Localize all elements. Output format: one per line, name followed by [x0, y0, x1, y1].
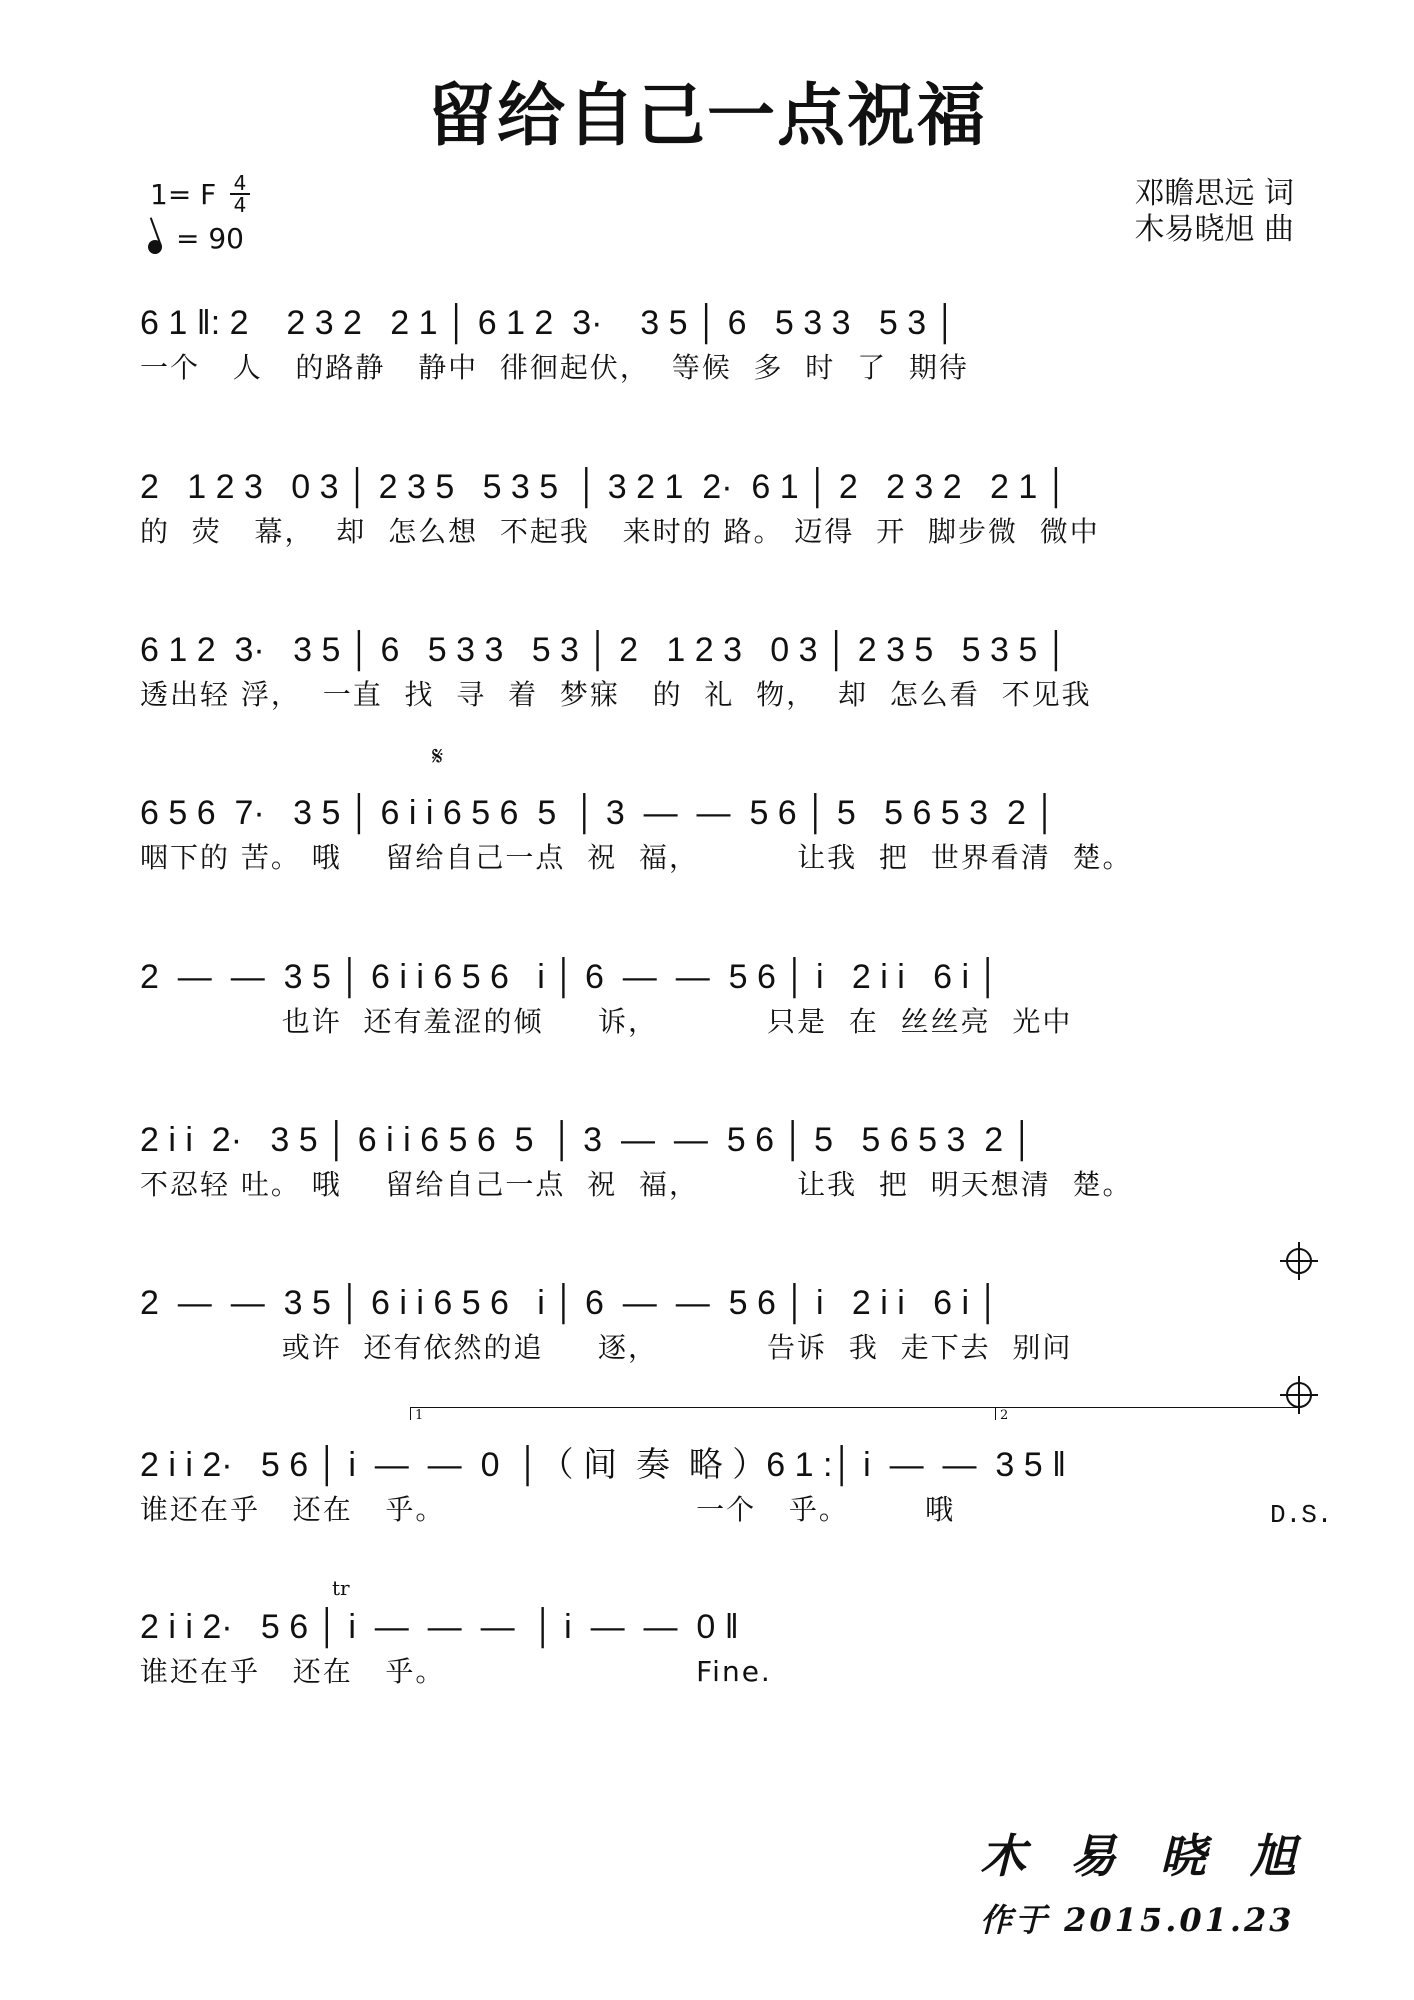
segno-icon: 𝄋: [432, 742, 444, 772]
lyric-line: 谁还在乎 还在 乎。 一个 乎。 哦: [140, 1493, 956, 1526]
time-signature-top: 4: [233, 171, 247, 195]
tempo-value: = 90: [176, 222, 244, 255]
volta-2: 2: [995, 1407, 1300, 1420]
key-signature: 1= F: [150, 178, 217, 211]
score-system-6: [140, 1115, 1310, 1205]
tempo-marking: [148, 222, 244, 255]
trill-marking: tr: [332, 1576, 350, 1600]
notation-line: 6 5 6 7· 3 5 │ 6 i i 6 5 6 5 │ 3 — — 5 6 │ 5 5 6 5 3 2 │: [140, 794, 1057, 832]
lyric-line: 一个 人 的路静 静中 徘徊起伏， 等候 多 时 了 期待: [140, 351, 969, 384]
lyricist-credit: 邓瞻思远 词: [1134, 176, 1294, 211]
notation-line: 2 i i 2· 5 6 │ i — — 0 │（ 间 奏 略 ）6 1 :│ i — — 3 5 ‖: [140, 1446, 1067, 1484]
credits: [1134, 176, 1294, 248]
notation-line: 2 — — 3 5 │ 6 i i 6 5 6 i │ 6 — — 5 6 │ i 2 i i 6 i │: [140, 958, 1000, 996]
notation-line: 6 1 ‖: 2 2 3 2 2 1 │ 6 1 2 3· 3 5 │ 6 5 3 3 5 3 │: [140, 304, 957, 342]
lyric-line: 或许 还有依然的追 逐， 告诉 我 走下去 别问: [140, 1331, 1073, 1364]
volta-1: 1: [410, 1407, 995, 1420]
lyric-line: 的 荧 幕， 却 怎么想 不起我 来时的 路。 迈得 开 脚步微 微中: [140, 515, 1100, 548]
score-system-1: [140, 298, 1310, 388]
time-signature: [230, 171, 250, 217]
score-system-3: [140, 625, 1310, 715]
score-system-9: [140, 1602, 1310, 1692]
notation-line: 2 — — 3 5 │ 6 i i 6 5 6 i │ 6 — — 5 6 │ i 2 i i 6 i │: [140, 1284, 1000, 1322]
lyric-line: 也许 还有羞涩的倾 诉， 只是 在 丝丝亮 光中: [140, 1005, 1073, 1038]
time-signature-bottom: 4: [233, 193, 247, 217]
score-system-2: [140, 462, 1310, 552]
score-system-4: [140, 788, 1310, 878]
notation-line: 2 1 2 3 0 3 │ 2 3 5 5 3 5 │ 3 2 1 2· 6 1 │ 2 2 3 2 2 1 │: [140, 468, 1068, 506]
lyric-line: 咽下的 苦。 哦 留给自己一点 祝 福， 让我 把 世界看清 楚。: [140, 841, 1133, 874]
notation-line: 2 i i 2· 3 5 │ 6 i i 6 5 6 5 │ 3 — — 5 6 │ 5 5 6 5 3 2 │: [140, 1121, 1034, 1159]
lyric-line: 不忍轻 吐。 哦 留给自己一点 祝 福， 让我 把 明天想清 楚。: [140, 1168, 1133, 1201]
composition-date: 作于 2015.01.23: [980, 1901, 1295, 1939]
dal-segno-marking: D.S.: [1270, 1500, 1333, 1530]
score-system-8: [140, 1440, 1310, 1530]
lyric-line: 谁还在乎 还在 乎。 Fine.: [140, 1655, 772, 1688]
composer-signature: 木 易 晓 旭: [980, 1829, 1311, 1883]
lyric-line: 透出轻 浮， 一直 找 寻 着 梦寐 的 礼 物， 却 怎么看 不见我: [140, 678, 1092, 711]
coda-icon: [1286, 1248, 1312, 1274]
coda-icon: [1286, 1382, 1312, 1408]
score-system-5: [140, 952, 1310, 1042]
composer-credit: 木易晓旭 曲: [1134, 212, 1294, 247]
quarter-note-icon: [146, 238, 164, 256]
notation-line: 6 1 2 3· 3 5 │ 6 5 3 3 5 3 │ 2 1 2 3 0 3 │ 2 3 5 5 3 5 │: [140, 631, 1068, 669]
notation-line: 2 i i 2· 5 6 │ i — — — │ i — — 0 ‖: [140, 1608, 739, 1646]
song-title: 留给自己一点祝福: [426, 77, 987, 156]
score-system-7: [140, 1278, 1310, 1368]
